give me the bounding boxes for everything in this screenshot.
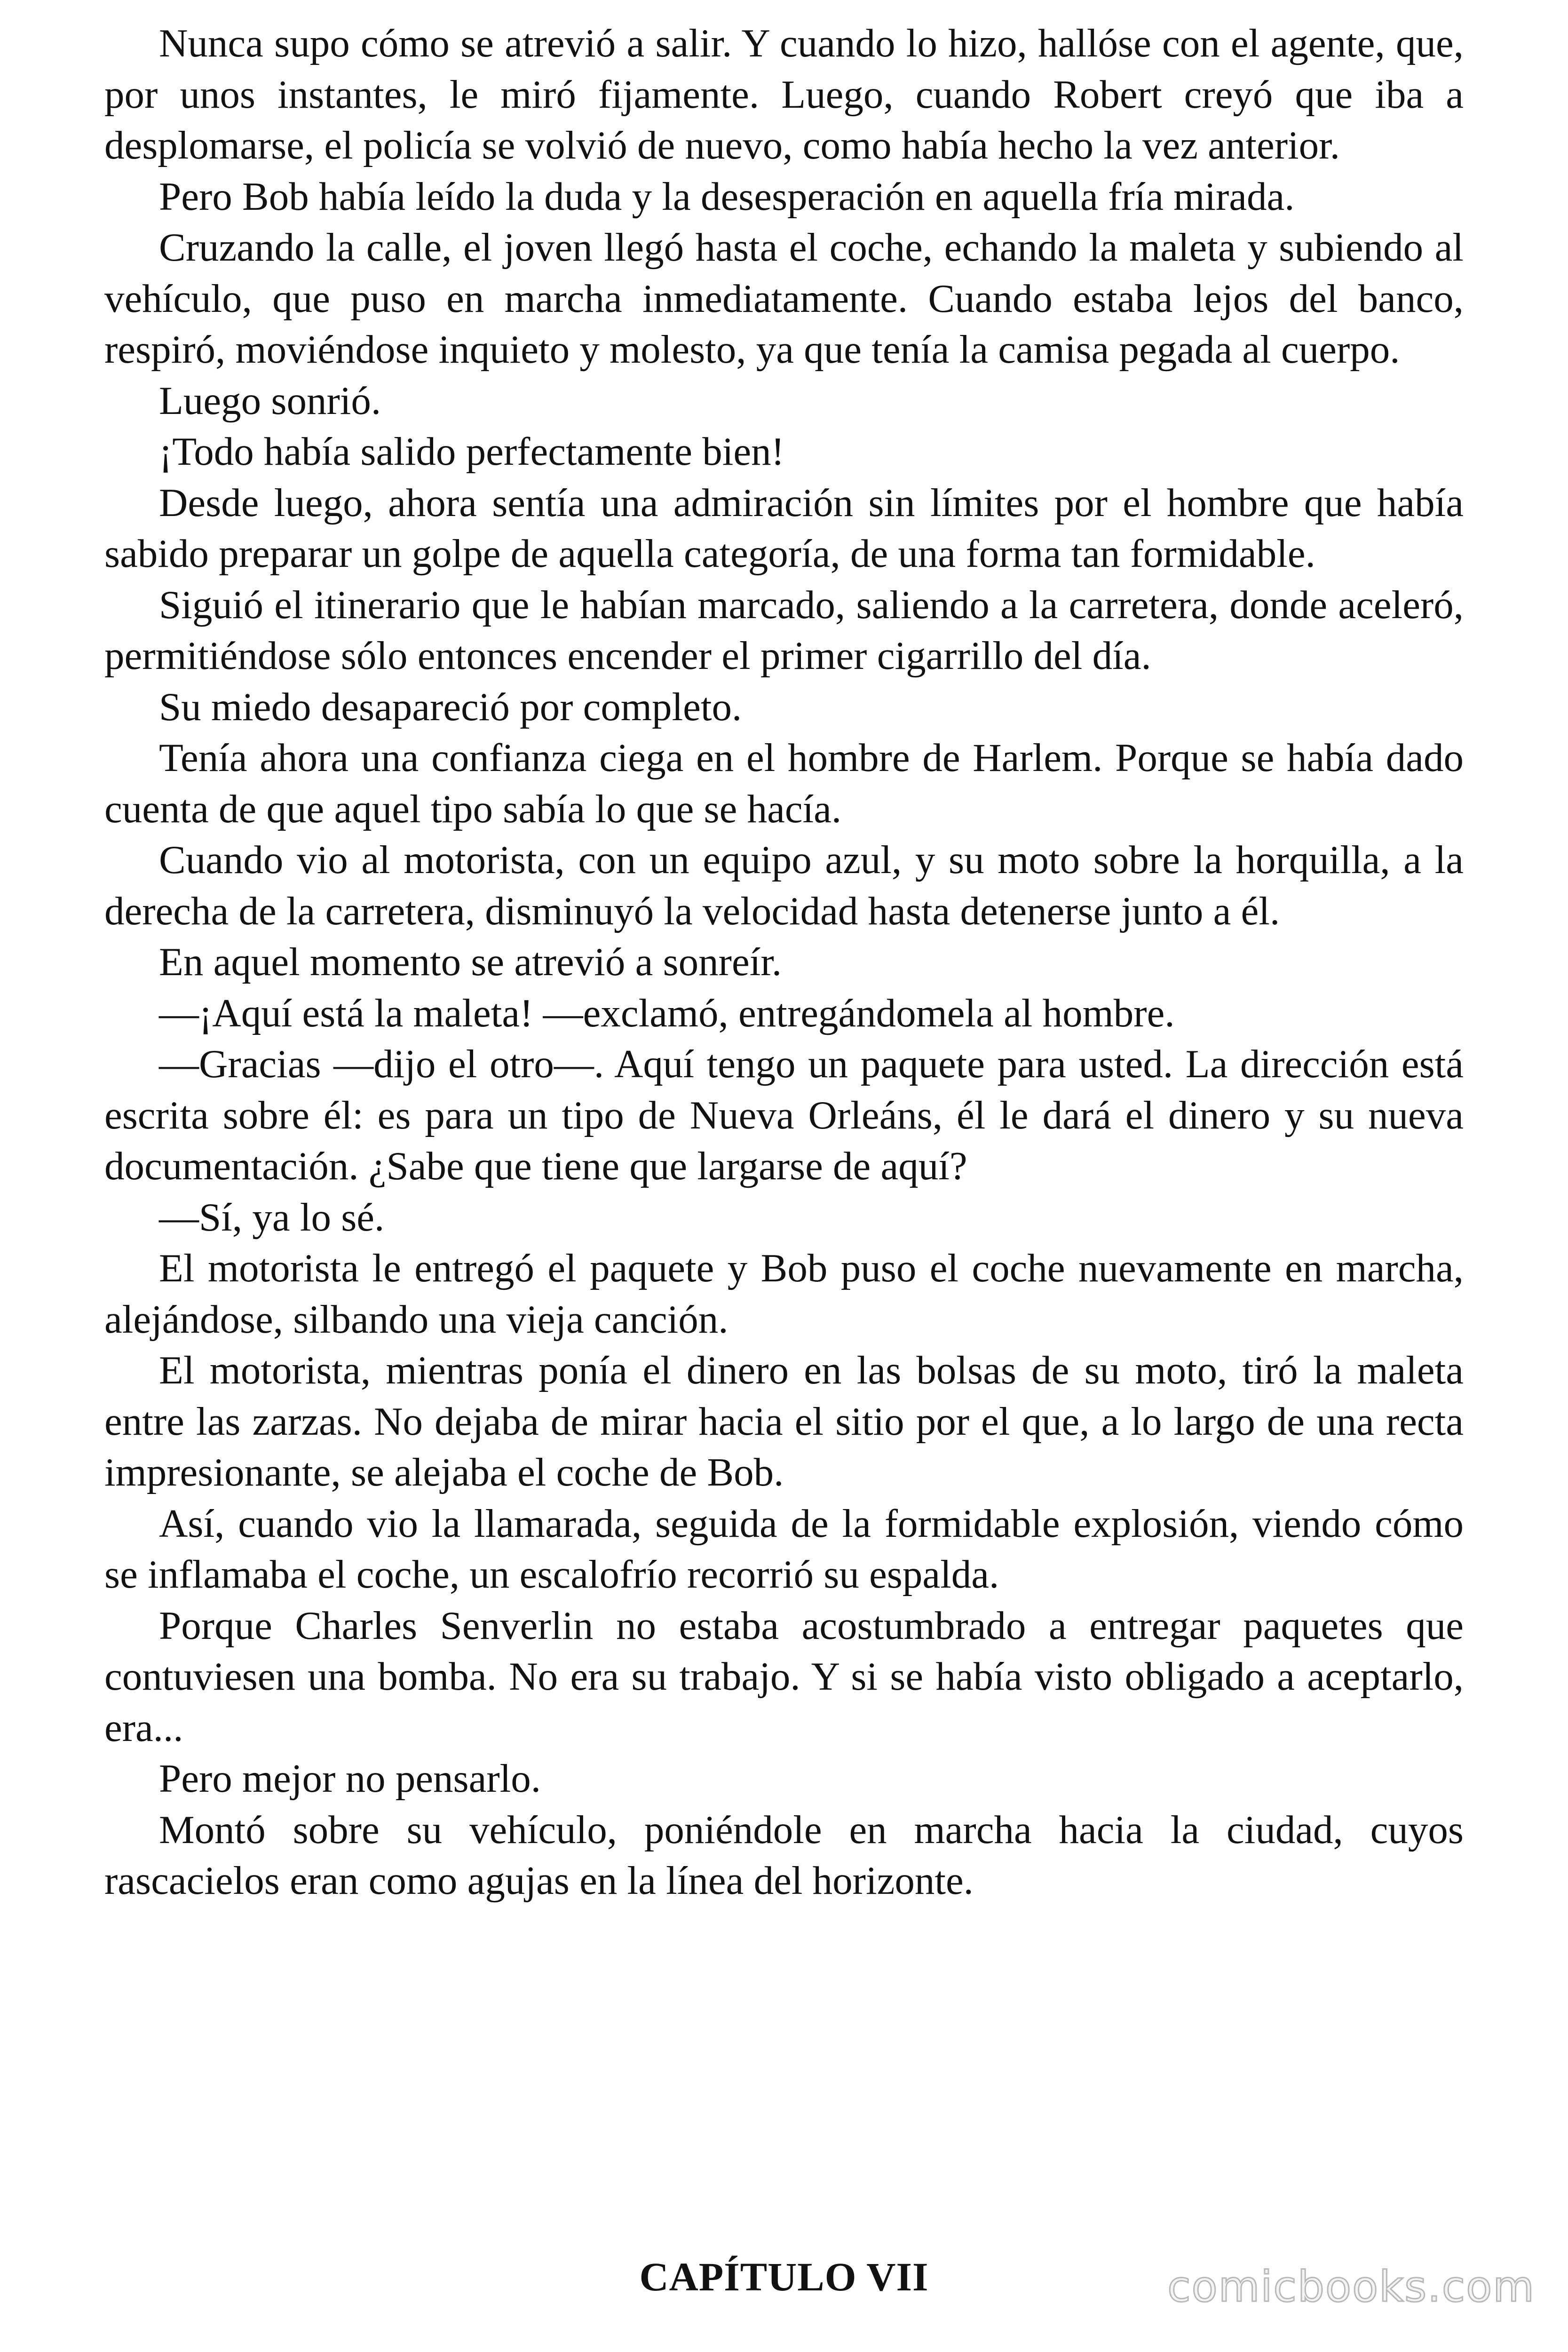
paragraph: Desde luego, ahora sentía una admiración sin límites por el hombre que había sabido preparar un golpe de aquella categoría, de una forma tan formidable.: [104, 480, 1464, 576]
paragraph: ¡Todo había salido perfectamente bien!: [159, 429, 784, 474]
paragraph: Montó sobre su vehículo, poniéndole en marcha hacia la ciudad, cuyos rascacielos eran como agujas en la línea del horizonte.: [104, 1807, 1464, 1903]
paragraph: Nunca supo cómo se atrevió a salir. Y cuando lo hizo, hallóse con el agente, que, por unos instantes, le miró fijamente. Luego, cuando Robert creyó que iba a desplomarse, el policía se volvió de nuevo, como había hecho la vez anterior.: [104, 21, 1464, 167]
paragraph: El motorista le entregó el paquete y Bob puso el coche nuevamente en marcha, alejándose, silbando una vieja canción.: [104, 1246, 1464, 1342]
chapter-heading: CAPÍTULO VII: [639, 2254, 929, 2299]
paragraph: Cuando vio al motorista, con un equipo azul, y su moto sobre la horquilla, a la derecha de la carretera, disminuyó la velocidad hasta detenerse junto a él.: [104, 838, 1464, 933]
paragraph: Su miedo desapareció por completo.: [159, 684, 742, 729]
paragraph: Siguió el itinerario que le habían marcado, saliendo a la carretera, donde aceleró, permitiéndose sólo entonces encender el primer cigarrillo del día.: [104, 582, 1464, 678]
paragraph: —¡Aquí está la maleta! —exclamó, entregándomela al hombre.: [159, 991, 1175, 1035]
paragraph: Tenía ahora una confianza ciega en el hombre de Harlem. Porque se había dado cuenta de que aquel tipo sabía lo que se hacía.: [104, 736, 1464, 831]
watermark: comicbooks.com: [1167, 2262, 1535, 2312]
paragraph: Cruzando la calle, el joven llegó hasta el coche, echando la maleta y subiendo al vehículo, que puso en marcha inmediatamente. Cuando estaba lejos del banco, respiró, moviéndose inquieto y molesto, ya que tenía la camisa pegada al cuerpo.: [104, 225, 1464, 372]
paragraph: En aquel momento se atrevió a sonreír.: [159, 940, 782, 984]
paragraph: Pero mejor no pensarlo.: [159, 1756, 541, 1801]
body-text: [104, 18, 1464, 1907]
paragraph: —Sí, ya lo sé.: [159, 1195, 385, 1240]
paragraph: Porque Charles Senverlin no estaba acostumbrado a entregar paquetes que contuviesen una bomba. No era su trabajo. Y si se había visto obligado a aceptarlo, era...: [104, 1603, 1464, 1750]
paragraph: Así, cuando vio la llamarada, seguida de la formidable explosión, viendo cómo se inflamaba el coche, un escalofrío recorrió su espalda.: [104, 1501, 1464, 1597]
paragraph: Luego sonrió.: [159, 378, 381, 423]
paragraph: Pero Bob había leído la duda y la desesperación en aquella fría mirada.: [159, 174, 1295, 219]
paragraph: —Gracias —dijo el otro—. Aquí tengo un paquete para usted. La dirección está escrita sobre él: es para un tipo de Nueva Orleáns, él le dará el dinero y su nueva documentación. ¿Sabe que tiene que largarse de aquí?: [104, 1042, 1464, 1188]
paragraph: El motorista, mientras ponía el dinero en las bolsas de su moto, tiró la maleta entre las zarzas. No dejaba de mirar hacia el sitio por el que, a lo largo de una recta impresionante, se alejaba el coche de Bob.: [104, 1348, 1464, 1494]
